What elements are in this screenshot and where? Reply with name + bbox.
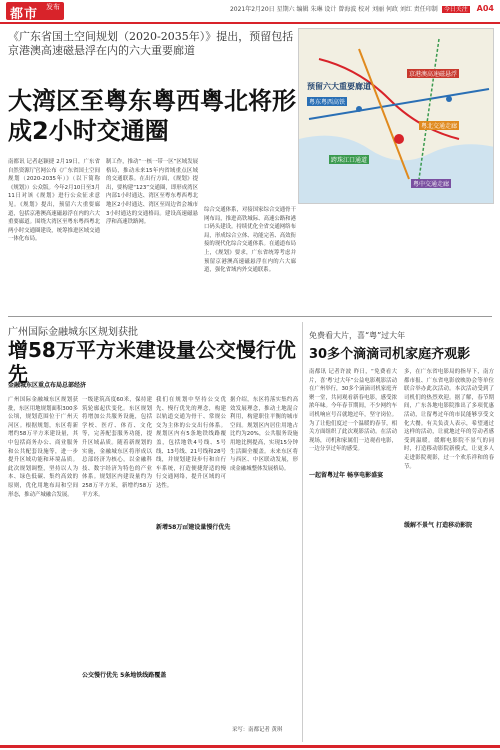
story2-kicker: 广州国际金融城东区规划获批	[8, 327, 138, 338]
editor-credits: 编辑 朱琳 设计 曾海波 校对 刘丽 何政 刘红 责任印制	[296, 6, 438, 13]
story3-col2: 多，在广东省电影局的指导下，南方都市报、广东省电影放映协会等单位联合举办此次活动。本次活动受到了司机们的热烈欢迎。据了解，春节期间，广东各地电影院推出了多项优惠活动，让留粤过年的市民能够享受文化大餐。有关负责人表示，希望通过这样的活动，让就地过年的劳动者感受到温暖。缓解电影院不景气的同时，打造移动影院新模式，让更多人走进影院观影，过一个欢乐祥和的春节。	[404, 369, 494, 470]
section-subname: 发布	[46, 3, 60, 11]
section-divider	[8, 316, 492, 317]
story3-subhead2: 缓解不景气 打造移动影院	[404, 522, 473, 529]
map-label-north: 粤北交通走廊	[421, 123, 458, 130]
section-tag: 今日关注	[443, 6, 468, 13]
story2-subhead1: 金融城东区重点布局总部经济	[8, 382, 87, 389]
page-number: A04	[476, 4, 494, 13]
story1-col3: 综合交通体系，对接国家综合交通骨干网布局，推进高铁城际、高速公路和港口码头建设。持续优化全省交通网络布局，形成综合立体、功能完善、高效衔接的现代化综合交通体系。在通道布局上，《规划》要求，广东省统筹考虑并预留京港澳高速磁悬浮在内的六大廊道，强化省域内外交通联系。	[204, 207, 296, 274]
map-label-hsr: 粤东粤西高铁	[309, 99, 346, 106]
story2-subhead3: 公交慢行优先 5条地铁线路覆盖	[82, 672, 167, 679]
story1-kicker: 《广东省国土空间规划（2020-2035年）》提出，预留包括京港澳高速磁悬浮在内的六大重要廊道	[8, 30, 294, 57]
masthead	[0, 0, 500, 22]
story1-col2: 制工作，推动“一核一带一区”区域发展格局，推动未来15年内省域重点区域的交通联系。在出行方面，《规划》提出，要构建“123”交通圈，即形成湾区内部1小时通达、湾区至粤东粤西粤北地区2小时通达、湾区至周边省会城市3小时通达的交通格局。建设高速磁悬浮和高速铁路网。	[106, 159, 198, 226]
story2-col4: 据介绍，东区将落实集约高效发展理念，推动土地混合利用，构建职住平衡的城市空间。规划区内居住用地占比约为20%，公共服务设施用地比例提高，实现15分钟生活圈全覆盖。未来东区将与西区、中区联动发展，形成金融城整体发展格局。	[230, 397, 298, 472]
masthead-rule	[0, 22, 500, 24]
map-label-central: 粤中交通走廊	[413, 181, 450, 188]
map-label-crossing: 跨珠江口通道	[331, 157, 368, 164]
issue-date: 2021年2月20日	[229, 6, 275, 13]
story2-col2: 一级建筑高度60米，保持建筑轮廓起伏变化。东区规划将增加公共服务设施，包括学校、医疗、体育、文化等，完善配套服务功能，提升区域品质。随着新规划的实施，金融城东区将形成以总部经济为核心，以金融科技、数字经济为特色的产业体系。规划区内建设量约为258万平方米，新增约58万平方米。	[82, 397, 152, 498]
map-graphic	[299, 29, 494, 204]
story3-col1: 南都讯 记者许波 昨日，“免费看大片，喜‘粤’过大年”公益电影观影活动在广州举行，30多个滴滴司机家庭齐聚一堂，共同观看新春电影，感受浓浓年味。今年春节期间，不少网约车司机响应号召就地过年，坚守岗位。为了让他们度过一个温暖的春节，相关方面组织了此次观影活动。在活动现场，司机和家属们一边观看电影，一边分享过年的感受。	[309, 369, 397, 453]
section-logo	[6, 2, 64, 20]
story2-col3: 我们在规划中坚持公交优先、慢行优先的理念，构建以轨道交通为骨干、常规公交为主体的公交出行体系。规划区内有5条地铁线路覆盖，包括地铁4号线、5号线、13号线、21号线和28号线，并规划建设步行和自行车系统，打造便捷舒适的慢行交通网络，提升区域的可达性。	[156, 397, 226, 489]
story2-col1: 广州国际金融城东区规划获批，东区用地规划面积300多公顷，规划范围位于广州天河区。根据规划，东区将新增约58万平方米建设量，其中包括商务办公、商业服务和公共配套设施等，进一步提升区域功能和环境品质。此次规划调整，坚持以人为本、绿色低碳、集约高效的原则，优化用地布局和空间形态，推动产城融合发展。	[8, 397, 78, 498]
map-title: 预留六大重要廊道	[307, 82, 371, 91]
issue-weekday: 星期六	[276, 6, 295, 13]
section-name: 都市	[10, 7, 39, 22]
story2-subhead2: 新增58万㎡建设量慢行优先	[156, 524, 231, 531]
dateline	[230, 4, 494, 13]
corridor-map	[298, 28, 494, 204]
story1-col1: 南都讯 记者赵颖捷 2月19日，广东省自然资源厅官网公布《广东省国土空间规划（2020-2035年）》（以下简称《规划》）公众版。今年2月10日至3月11日对该《规划》进行公众征求意见。《规划》提出，预留六大重要廊道，包括京港澳高速磁悬浮在内的六大重要廊道。围绕大湾区至粤东粤西粤北两小时交通圈建设，统筹推进区域交通一体化布局。	[8, 159, 100, 243]
map-label-maglev: 京港澳高速磁悬浮	[409, 71, 458, 78]
story2-headline: 增58万平方米建设量公交慢行优先	[8, 338, 296, 386]
story3-subhead1: 一起留粤过年 畅享电影盛宴	[309, 472, 384, 479]
story3-headline: 30多个滴滴司机家庭齐观影	[309, 347, 471, 362]
story3-kicker: 免费看大片，喜“粤”过大年	[309, 331, 406, 340]
column-divider	[302, 322, 303, 742]
footer-rule	[0, 745, 500, 748]
story2-byline: 采写：南都记者 黄琪	[232, 727, 283, 733]
story1-headline: 大湾区至粤东粤西粤北将形成2小时交通圈	[8, 87, 296, 145]
